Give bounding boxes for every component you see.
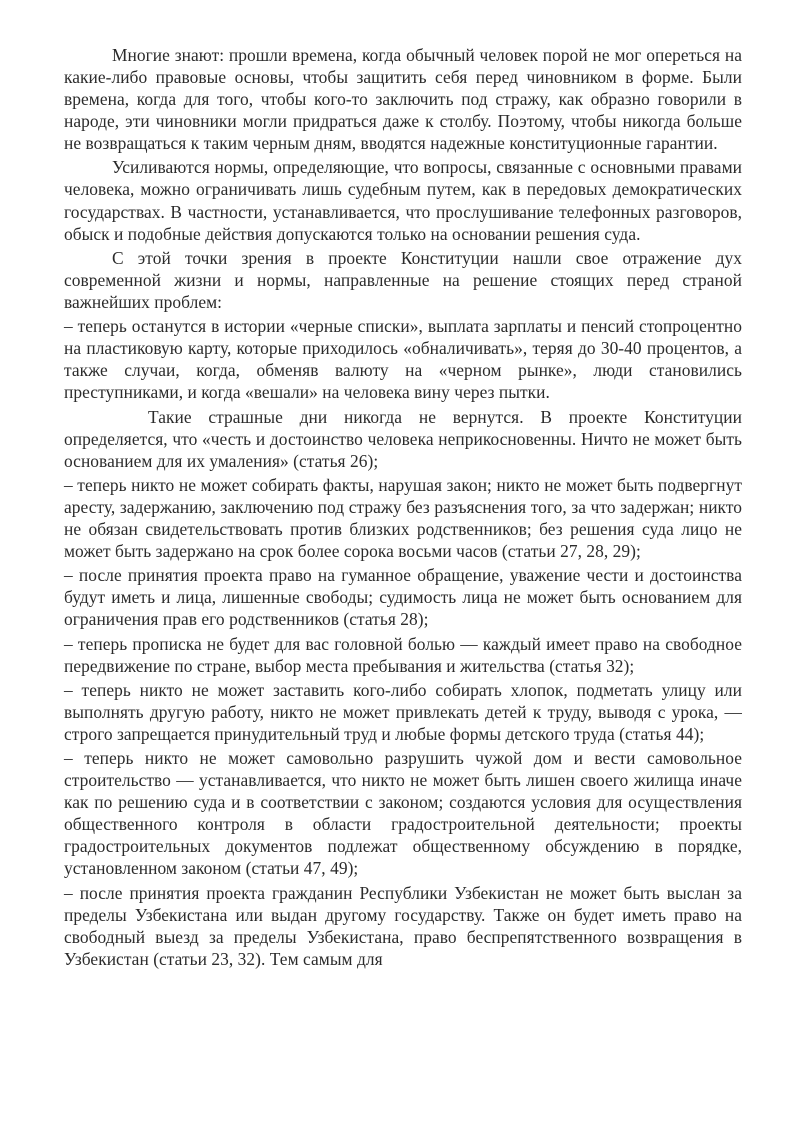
list-item: – после принятия проекта право на гуманное обращение, уважение чести и достоинства будут иметь и лица, лишенные свободы; судимость лица не может быть основанием для ограничения прав его родственников (статья 28);	[64, 565, 742, 630]
list-item: – теперь останутся в истории «черные списки», выплата зарплаты и пенсий стопроцентно на пластиковую карту, которые приходилось «обналичивать», теряя до 30-40 процентов, а также случаи, когда, обменяв валюту на «черном рынке», люди становились преступниками, и когда «вешали» на человека вину через пытки.	[64, 316, 742, 403]
document-body	[64, 44, 742, 972]
paragraph: Такие страшные дни никогда не вернутся. В проекте Конституции определяется, что «честь и достоинство человека неприкосновенны. Ничто не может быть основанием для их умаления» (статья 26);	[64, 406, 742, 471]
list-item: – теперь прописка не будет для вас головной болью — каждый имеет право на свободное передвижение по стране, выбор места пребывания и жительства (статья 32);	[64, 633, 742, 676]
list-item: – после принятия проекта гражданин Республики Узбекистан не может быть выслан за пределы Узбекистана или выдан другому государству. Также он будет иметь право на свободный выезд за пределы Узбекистана, право беспрепятственного возвращения в Узбекистан (статьи 23, 32). Тем самым для	[64, 882, 742, 969]
list-item: – теперь никто не может самовольно разрушить чужой дом и вести самовольное строительство — устанавливается, что никто не может быть лишен своего жилища иначе как по решению суда и в соответствии с законом; создаются условия для осуществления общественного контроля в области градостроительной деятельности; проекты градостроительных документов подлежат общественному обсуждению в порядке, установленном законом (статьи 47, 49);	[64, 748, 742, 879]
list-item: – теперь никто не может заставить кого-либо собирать хлопок, подметать улицу или выполнять другую работу, никто не может привлекать детей к труду, выводя с урока, — строго запрещается принудительный труд и любые формы детского труда (статья 44);	[64, 679, 742, 744]
paragraph: С этой точки зрения в проекте Конституции нашли свое отражение дух современной жизни и нормы, направленные на решение стоящих перед страной важнейших проблем:	[64, 247, 742, 312]
paragraph: Усиливаются нормы, определяющие, что вопросы, связанные с основными правами человека, можно ограничивать лишь судебным путем, как в передовых демократических государствах. В частности, устанавливается, что прослушивание телефонных разговоров, обыск и подобные действия допускаются только на основании решения суда.	[64, 157, 742, 244]
list-item: – теперь никто не может собирать факты, нарушая закон; никто не может быть подвергнут аресту, задержанию, заключению под стражу без разъяснения того, за что задержан; никто не обязан свидетельствовать против близких родственников; без решения суда лицо не может быть задержано на срок более сорока восьми часов (статьи 27, 28, 29);	[64, 474, 742, 561]
paragraph: Многие знают: прошли времена, когда обычный человек порой не мог опереться на какие-либо правовые основы, чтобы защитить себя перед чиновником в форме. Были времена, когда для того, чтобы кого-то заключить под стражу, как образно говорили в народе, эти чиновники могли придраться даже к столбу. Поэтому, чтобы никогда больше не возвращаться к таким черным дням, вводятся надежные конституционные гарантии.	[64, 45, 742, 154]
